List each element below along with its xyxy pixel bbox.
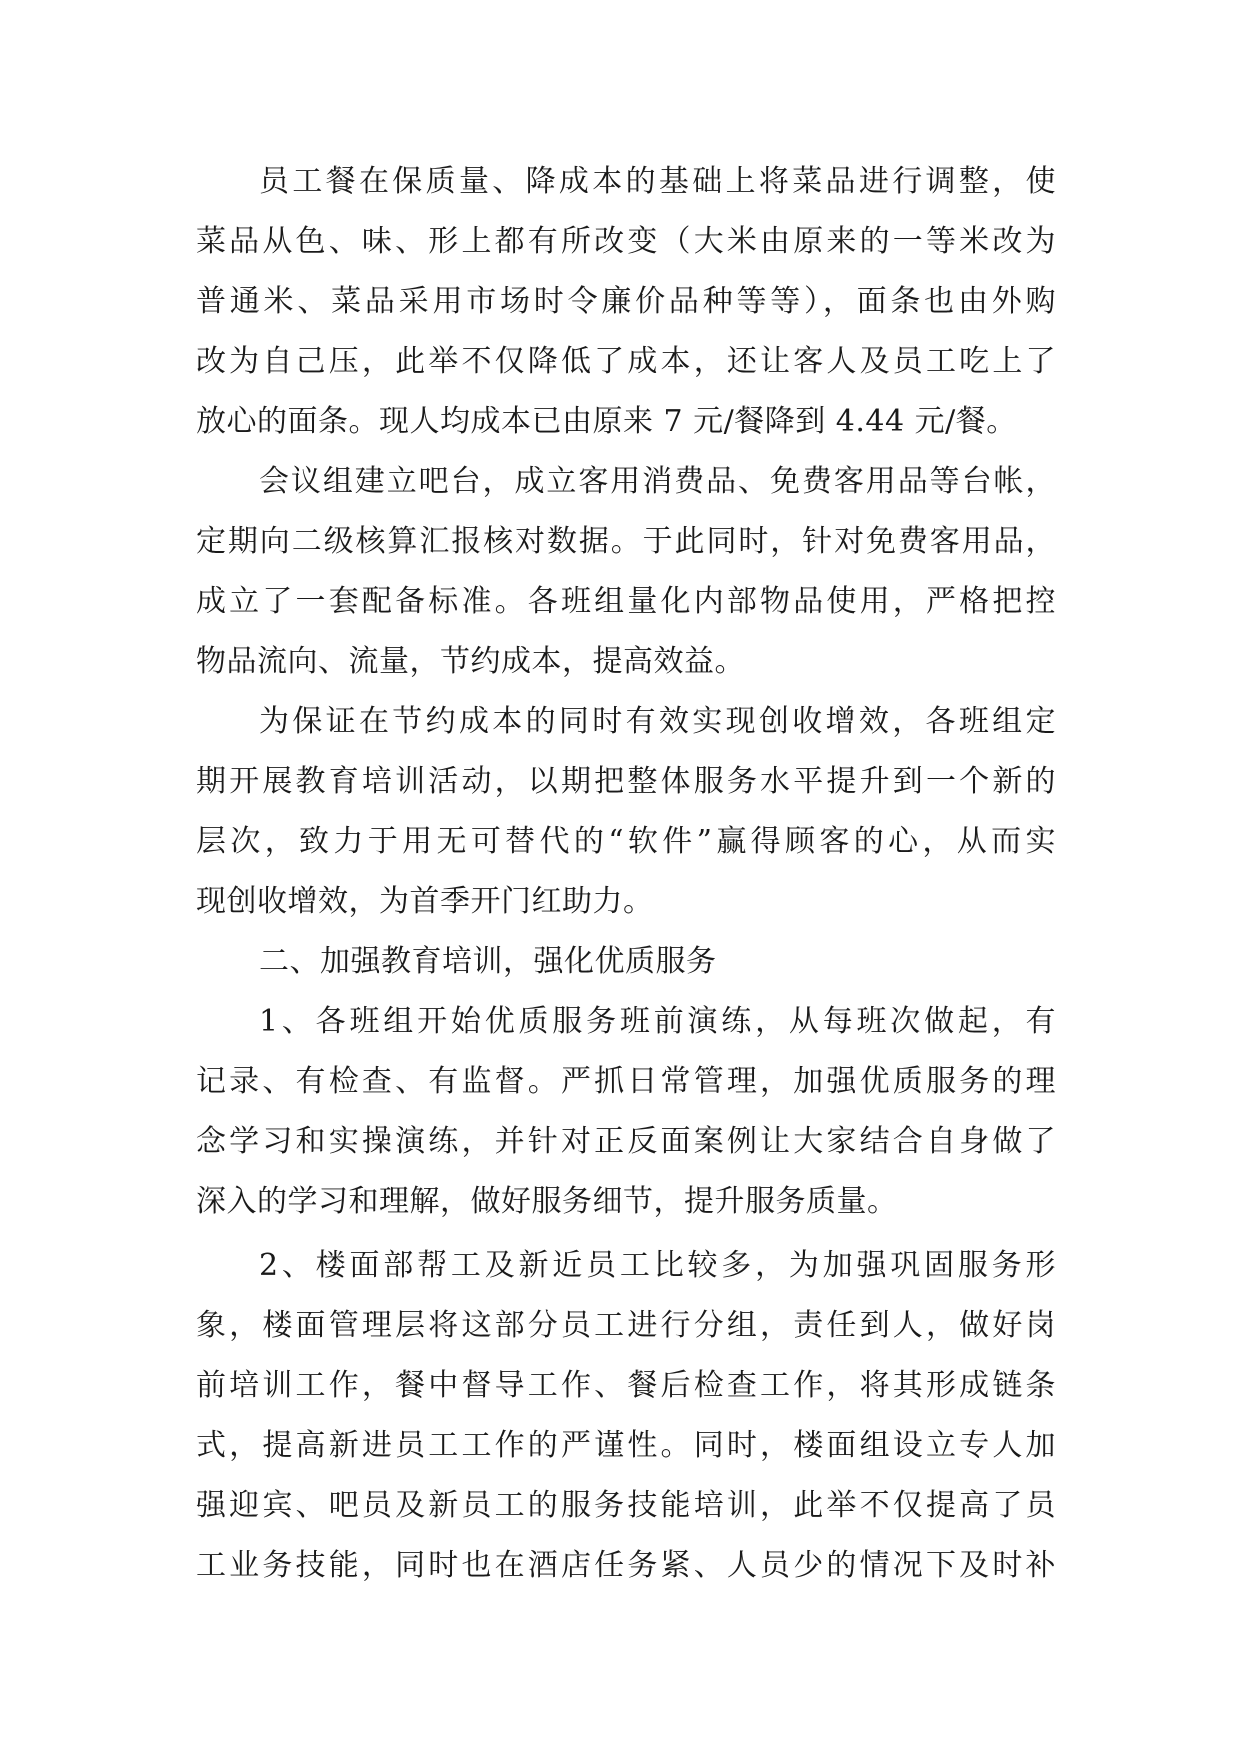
text-line: 现创收增效，为首季开门红助力。 [196,884,654,919]
section-heading-text: 二、加强教育培训，强化优质服务 [259,944,717,979]
text-line: 为保证在节约成本的同时有效实现创收增效，各班组定 [259,704,1056,739]
paragraph-staff-meals [196,152,1056,452]
text-line: 改为自己压，此举不仅降低了成本，还让客人及员工吃上了 [196,344,1056,379]
text-line: 念学习和实操演练，并针对正反面案例让大家结合自身做了 [196,1124,1056,1159]
list-item-2 [196,1236,1056,1596]
text-line: 普通米、菜品采用市场时令廉价品种等等），面条也由外购 [196,284,1056,319]
text-line: 放心的面条。现人均成本已由原来 7 元/餐降到 4.44 元/餐。 [196,404,1017,439]
text-line: 层次，致力于用无可替代的“软件”赢得顾客的心，从而实 [196,824,1056,859]
text-line: 式，提高新进员工工作的严谨性。同时，楼面组设立专人加 [196,1428,1056,1463]
list-item-1 [196,992,1056,1232]
text-line: 成立了一套配备标准。各班组量化内部物品使用，严格把控 [196,584,1056,619]
text-line: 1、各班组开始优质服务班前演练，从每班次做起，有 [259,1004,1056,1039]
document-body [196,152,1056,1596]
paragraph-training-activities [196,692,1056,932]
text-line: 2、楼面部帮工及新近员工比较多，为加强巩固服务形 [259,1248,1056,1283]
text-line: 期开展教育培训活动，以期把整体服务水平提升到一个新的 [196,764,1056,799]
text-line: 深入的学习和理解，做好服务细节，提升服务质量。 [196,1184,898,1219]
text-line: 记录、有检查、有监督。严抓日常管理，加强优质服务的理 [196,1064,1056,1099]
section-heading [196,932,1056,992]
text-line: 工业务技能，同时也在酒店任务紧、人员少的情况下及时补 [196,1548,1056,1583]
text-line: 强迎宾、吧员及新员工的服务技能培训，此举不仅提高了员 [196,1488,1056,1523]
text-line: 定期向二级核算汇报核对数据。于此同时，针对免费客用品， [196,524,1056,559]
text-line: 象，楼面管理层将这部分员工进行分组，责任到人，做好岗 [196,1308,1056,1343]
text-line: 员工餐在保质量、降成本的基础上将菜品进行调整，使 [259,164,1056,199]
text-line: 前培训工作，餐中督导工作、餐后检查工作，将其形成链条 [196,1368,1056,1403]
text-line: 物品流向、流量，节约成本，提高效益。 [196,644,745,679]
text-line: 菜品从色、味、形上都有所改变（大米由原来的一等米改为 [196,224,1056,259]
paragraph-conference-bar [196,452,1056,692]
text-line: 会议组建立吧台，成立客用消费品、免费客用品等台帐， [259,464,1056,499]
